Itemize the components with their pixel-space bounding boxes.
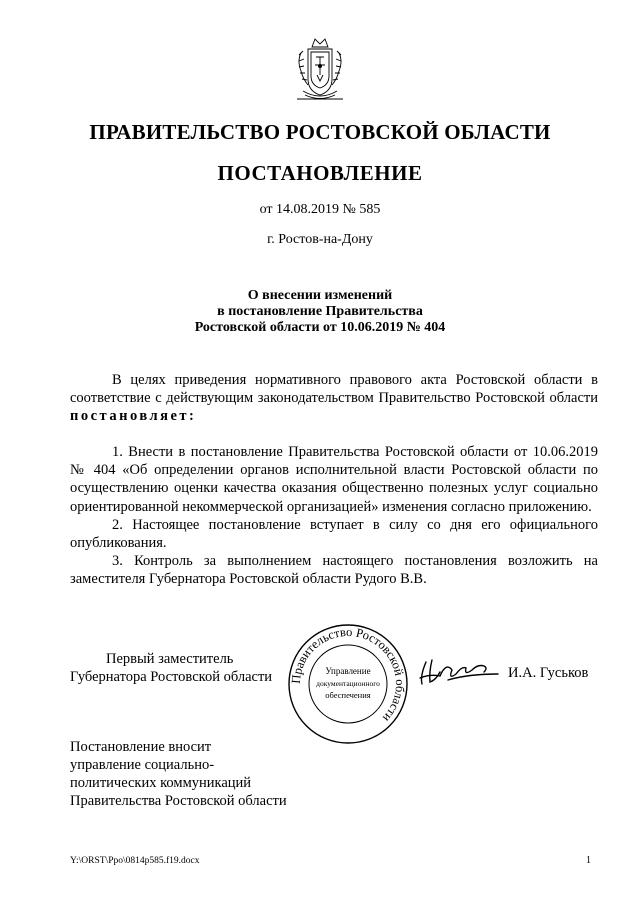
- government-title: ПРАВИТЕЛЬСТВО РОСТОВСКОЙ ОБЛАСТИ: [89, 120, 551, 144]
- coat-of-arms-icon: [295, 35, 345, 103]
- decree-item: 1. Внести в постановление Правительства Ростовской области от 10.06.2019 № 404 «Об определении органов исполнительной власти Ростовской области по осуществлению оценки качества оказания общественно полезных услуг социально ориентированной некоммерческой организацией» изменения согласно приложению.: [70, 444, 598, 515]
- subject-line: Ростовской области от 10.06.2019 № 404: [194, 320, 446, 335]
- decree-item: 2. Настоящее постановление вступает в силу со дня его официального опубликования.: [70, 516, 598, 552]
- introduced-by-line: Правительства Ростовской области: [70, 793, 287, 809]
- handwritten-signature-icon: [418, 656, 502, 690]
- city: г. Ростов-на-Дону: [267, 232, 373, 247]
- seal-outer-text: Правительство Ростовской области: [288, 624, 408, 725]
- document-type: ПОСТАНОВЛЕНИЕ: [217, 161, 423, 185]
- preamble: [70, 371, 598, 426]
- file-path: Y:\ORST\Ppo\0814p585.f19.docx: [70, 856, 200, 866]
- seal-inner-line: документационного: [316, 679, 380, 688]
- decree-item: 3. Контроль за выполнением настоящего постановления возложить на заместителя Губернатора Ростовской области Рудого В.В.: [70, 553, 598, 588]
- introduced-by-line: управление социально-: [70, 757, 215, 773]
- seal-inner-line: обеспечения: [325, 690, 371, 700]
- introduced-by-line: Постановление вносит: [70, 739, 212, 755]
- signatory-title-line: Первый заместитель: [106, 651, 234, 667]
- introduced-by-line: политических коммуникаций: [70, 775, 252, 791]
- introduced-by-note: [70, 738, 287, 810]
- seal-inner-line: Управление: [325, 666, 371, 676]
- resolves-word: постановляет:: [70, 408, 197, 425]
- document-subject: [0, 288, 640, 336]
- decree-items: [70, 443, 598, 589]
- subject-line: в постановление Правительства: [217, 304, 423, 319]
- date-and-number: от 14.08.2019 № 585: [259, 202, 381, 217]
- official-seal-icon: [286, 622, 410, 746]
- subject-line: О внесении изменений: [247, 288, 393, 303]
- signatory-title-line: Губернатора Ростовской области: [70, 669, 273, 685]
- preamble-text: В целях приведения нормативного правового акта Ростовской области в соответствие с действующим законодательством Правительство Ростовской области: [70, 372, 598, 407]
- signatory-title: [70, 650, 272, 686]
- page-number: 1: [586, 855, 591, 866]
- signatory-name: И.А. Гуськов: [508, 665, 589, 681]
